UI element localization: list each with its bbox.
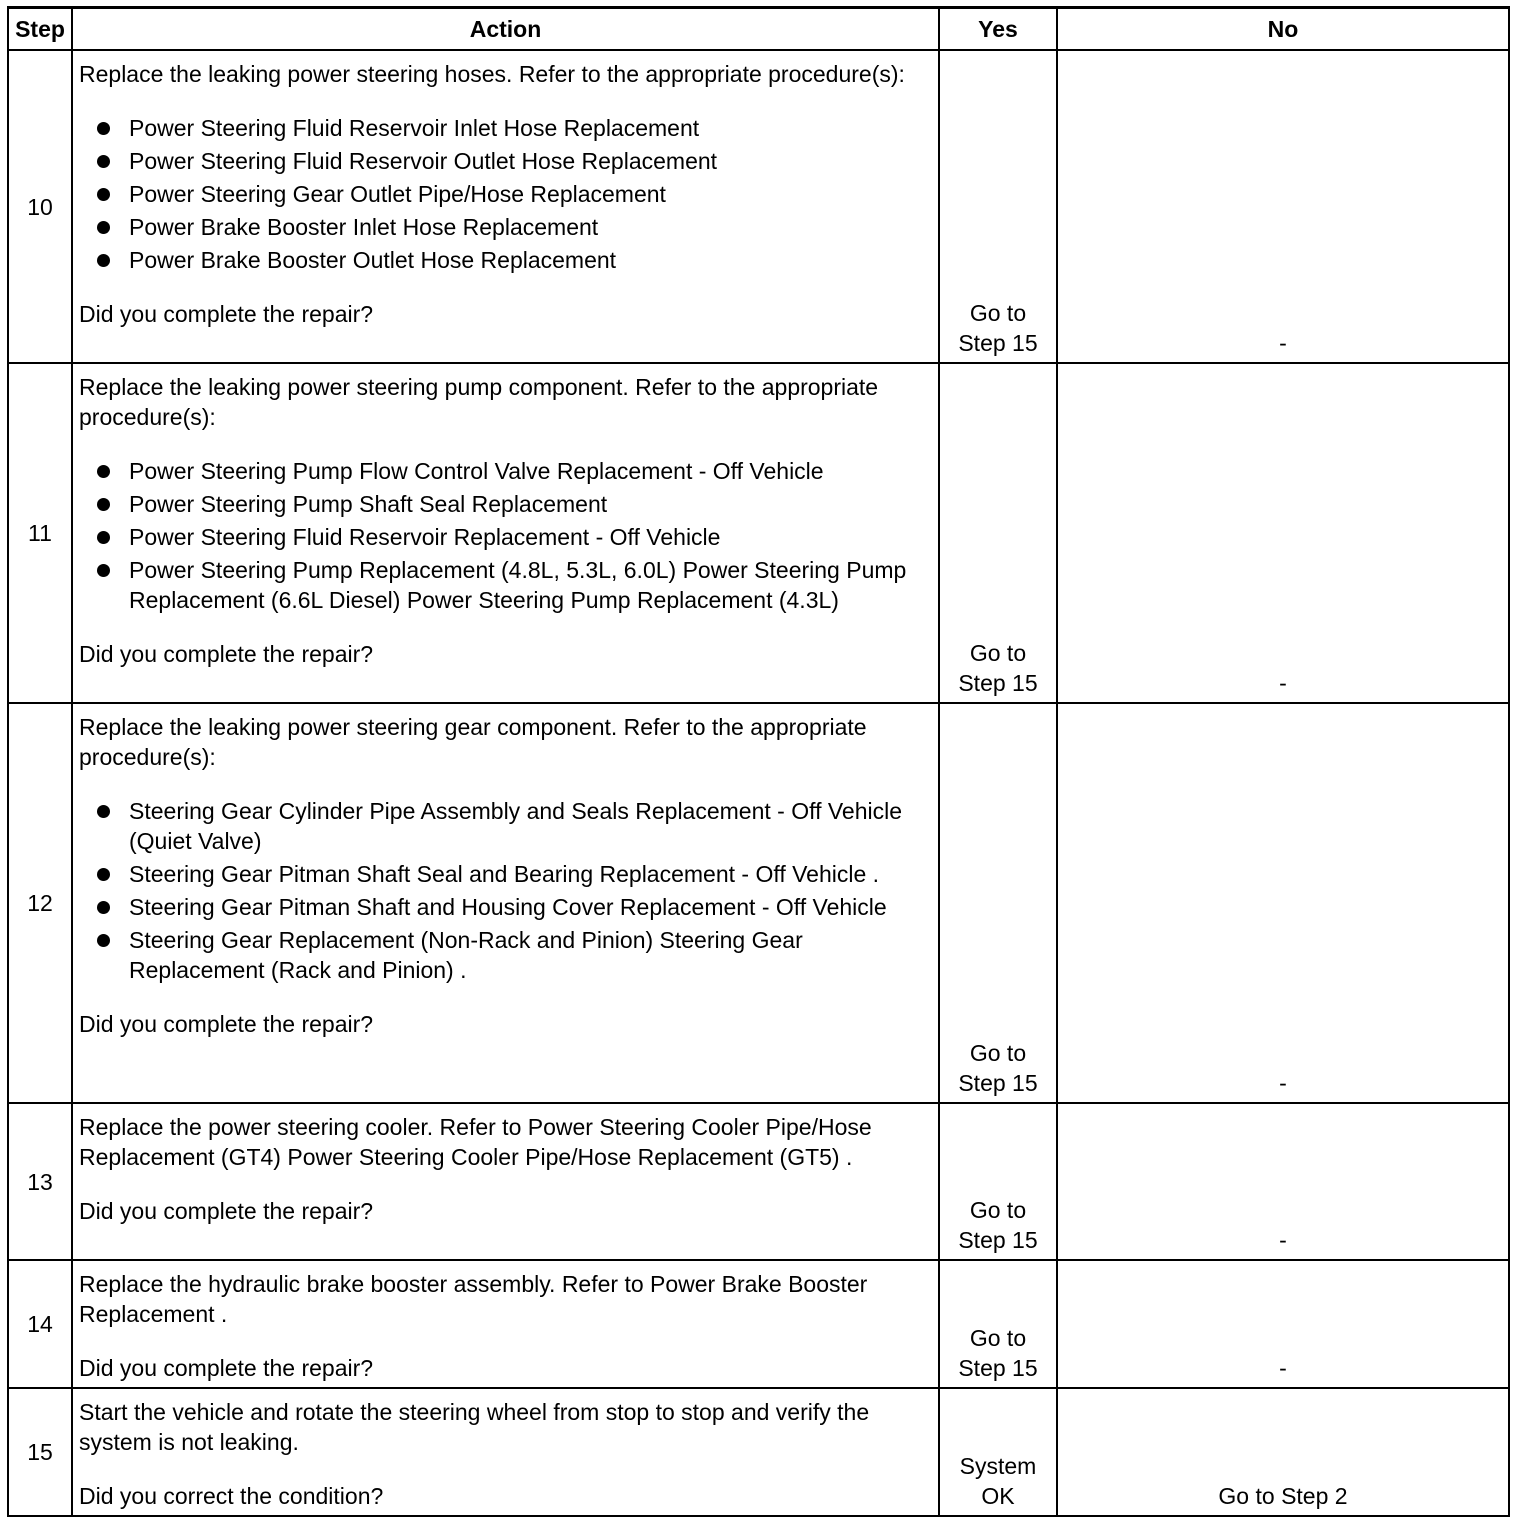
- action-intro: Replace the leaking power steering hoses. Refer to the appropriate procedure(s):: [79, 61, 905, 87]
- action-cell: [72, 1388, 939, 1516]
- header-step: Step: [8, 8, 72, 51]
- yes-result: [939, 50, 1057, 363]
- procedure-item: Power Steering Fluid Reservoir Outlet Hose Replacement: [79, 146, 934, 176]
- table-row: [8, 1260, 1509, 1388]
- action-intro: Start the vehicle and rotate the steering wheel from stop to stop and verify the system is not leaking.: [79, 1399, 870, 1455]
- table-row: [8, 703, 1509, 1103]
- action-cell: [72, 363, 939, 703]
- procedure-item: Power Steering Pump Shaft Seal Replacement: [79, 489, 934, 519]
- procedure-item: Steering Gear Pitman Shaft and Housing Cover Replacement - Off Vehicle: [79, 892, 934, 922]
- yes-result-text: Go to Step 15: [958, 1197, 1038, 1253]
- procedure-item: Power Steering Gear Outlet Pipe/Hose Replacement: [79, 179, 934, 209]
- yes-result: [939, 363, 1057, 703]
- action-intro: Replace the leaking power steering gear component. Refer to the appropriate procedure(s):: [79, 714, 867, 770]
- no-result: -: [1057, 703, 1509, 1103]
- action-question: Did you complete the repair?: [79, 641, 374, 667]
- action-intro: Replace the power steering cooler. Refer to Power Steering Cooler Pipe/Hose Replacement (GT4) Power Steering Cooler Pipe/Hose Replacement (GT5) .: [79, 1114, 872, 1170]
- procedure-item: Steering Gear Replacement (Non-Rack and Pinion) Steering Gear Replacement (Rack and Pinion) .: [79, 925, 934, 985]
- procedure-list: [79, 796, 934, 985]
- yes-result-text: Go to Step 15: [958, 1040, 1038, 1096]
- no-result: Go to Step 2: [1057, 1388, 1509, 1516]
- step-number: 14: [8, 1260, 72, 1388]
- action-question: Did you complete the repair?: [79, 1011, 374, 1037]
- action-question: Did you correct the condition?: [79, 1483, 384, 1509]
- yes-result: [939, 1260, 1057, 1388]
- action-question: Did you complete the repair?: [79, 1355, 374, 1381]
- action-question: Did you complete the repair?: [79, 1198, 374, 1224]
- step-number: 13: [8, 1103, 72, 1260]
- procedure-item: Power Steering Fluid Reservoir Inlet Hose Replacement: [79, 113, 934, 143]
- action-cell: [72, 703, 939, 1103]
- action-intro: Replace the hydraulic brake booster assembly. Refer to Power Brake Booster Replacement .: [79, 1271, 868, 1327]
- no-result: -: [1057, 363, 1509, 703]
- step-number: 11: [8, 363, 72, 703]
- yes-result-text: Go to Step 15: [958, 300, 1038, 356]
- action-intro: Replace the leaking power steering pump component. Refer to the appropriate procedure(s):: [79, 374, 879, 430]
- diagnostic-table: [7, 6, 1510, 1517]
- action-question: Did you complete the repair?: [79, 301, 374, 327]
- step-number: 15: [8, 1388, 72, 1516]
- table-row: [8, 50, 1509, 363]
- yes-result-text: Go to Step 15: [958, 640, 1038, 696]
- procedure-item: Power Steering Pump Flow Control Valve Replacement - Off Vehicle: [79, 456, 934, 486]
- table-row: [8, 1388, 1509, 1516]
- header-action: Action: [72, 8, 939, 51]
- yes-result: [939, 1388, 1057, 1516]
- no-result: -: [1057, 1260, 1509, 1388]
- action-cell: [72, 1103, 939, 1260]
- yes-result-text: Go to Step 15: [958, 1325, 1038, 1381]
- procedure-list: [79, 456, 934, 615]
- procedure-item: Power Brake Booster Outlet Hose Replacement: [79, 245, 934, 275]
- procedure-item: Steering Gear Pitman Shaft Seal and Bearing Replacement - Off Vehicle .: [79, 859, 934, 889]
- procedure-item: Power Steering Pump Replacement (4.8L, 5.3L, 6.0L) Power Steering Pump Replacement (6.6L Diesel) Power Steering Pump Replacement (4.3L): [79, 555, 934, 615]
- header-yes: Yes: [939, 8, 1057, 51]
- header-row: [8, 8, 1509, 51]
- procedure-item: Power Steering Fluid Reservoir Replacement - Off Vehicle: [79, 522, 934, 552]
- procedure-item: Steering Gear Cylinder Pipe Assembly and Seals Replacement - Off Vehicle (Quiet Valve): [79, 796, 934, 856]
- action-cell: [72, 50, 939, 363]
- header-no: No: [1057, 8, 1509, 51]
- yes-result: [939, 1103, 1057, 1260]
- table-row: [8, 363, 1509, 703]
- step-number: 10: [8, 50, 72, 363]
- yes-result-text: System OK: [959, 1453, 1037, 1509]
- no-result: -: [1057, 1103, 1509, 1260]
- no-result: -: [1057, 50, 1509, 363]
- procedure-list: [79, 113, 934, 275]
- procedure-item: Power Brake Booster Inlet Hose Replacement: [79, 212, 934, 242]
- action-cell: [72, 1260, 939, 1388]
- table-row: [8, 1103, 1509, 1260]
- step-number: 12: [8, 703, 72, 1103]
- yes-result: [939, 703, 1057, 1103]
